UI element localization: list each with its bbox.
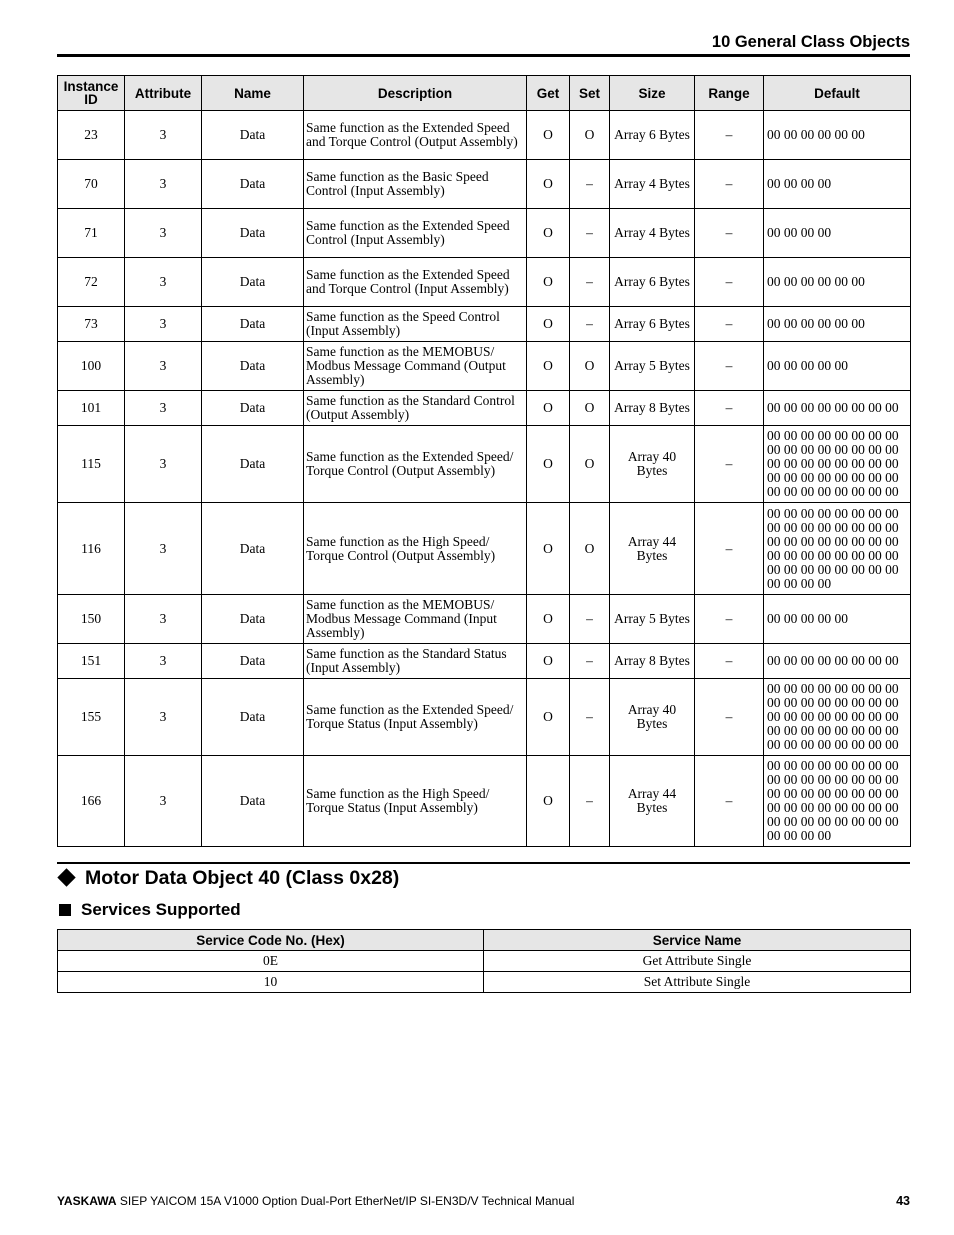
cell-description: Same function as the Speed Control (Input Assembly) <box>304 307 527 342</box>
cell-get: O <box>527 426 570 503</box>
cell-set: – <box>570 756 610 847</box>
cell-instance-id: 23 <box>58 111 125 160</box>
cell-size: Array 6 Bytes <box>610 307 695 342</box>
cell-instance-id: 155 <box>58 679 125 756</box>
cell-description: Same function as the Basic Speed Control (Input Assembly) <box>304 160 527 209</box>
cell-set: – <box>570 644 610 679</box>
diamond-bullet-icon <box>57 869 75 887</box>
cell-service-name: Set Attribute Single <box>484 972 911 993</box>
cell-instance-id: 72 <box>58 258 125 307</box>
cell-name: Data <box>202 258 304 307</box>
cell-get: O <box>527 111 570 160</box>
cell-instance-id: 150 <box>58 595 125 644</box>
cell-description: Same function as the Extended Speed/ Torque Status (Input Assembly) <box>304 679 527 756</box>
cell-description: Same function as the MEMOBUS/ Modbus Message Command (Output Assembly) <box>304 342 527 391</box>
cell-set: O <box>570 391 610 426</box>
cell-set: – <box>570 160 610 209</box>
column-header: Default <box>764 76 911 111</box>
cell-range: – <box>695 756 764 847</box>
cell-attribute: 3 <box>125 679 202 756</box>
services-table <box>57 929 911 993</box>
cell-default: 00 00 00 00 00 00 00 00 <box>764 391 911 426</box>
cell-default: 00 00 00 00 <box>764 209 911 258</box>
cell-attribute: 3 <box>125 426 202 503</box>
cell-default: 00 00 00 00 00 00 <box>764 307 911 342</box>
table-row <box>58 307 911 342</box>
cell-attribute: 3 <box>125 111 202 160</box>
cell-attribute: 3 <box>125 342 202 391</box>
cell-description: Same function as the Extended Speed/ Torque Control (Output Assembly) <box>304 426 527 503</box>
section-title-text: Motor Data Object 40 (Class 0x28) <box>85 867 400 889</box>
cell-get: O <box>527 160 570 209</box>
cell-range: – <box>695 595 764 644</box>
cell-get: O <box>527 644 570 679</box>
column-header: Attribute <box>125 76 202 111</box>
table-row <box>58 426 911 503</box>
cell-get: O <box>527 391 570 426</box>
cell-size: Array 40 Bytes <box>610 426 695 503</box>
cell-attribute: 3 <box>125 756 202 847</box>
instance-attribute-table <box>57 75 911 847</box>
cell-name: Data <box>202 111 304 160</box>
cell-default: 00 00 00 00 00 <box>764 342 911 391</box>
table-row <box>58 756 911 847</box>
cell-range: – <box>695 503 764 595</box>
cell-range: – <box>695 111 764 160</box>
table-row <box>58 342 911 391</box>
cell-size: Array 40 Bytes <box>610 679 695 756</box>
cell-description: Same function as the High Speed/ Torque Status (Input Assembly) <box>304 756 527 847</box>
cell-description: Same function as the MEMOBUS/ Modbus Message Command (Input Assembly) <box>304 595 527 644</box>
cell-description: Same function as the Extended Speed Control (Input Assembly) <box>304 209 527 258</box>
cell-get: O <box>527 756 570 847</box>
cell-service-name: Get Attribute Single <box>484 951 911 972</box>
cell-size: Array 6 Bytes <box>610 258 695 307</box>
table-row <box>58 679 911 756</box>
cell-set: – <box>570 258 610 307</box>
cell-instance-id: 100 <box>58 342 125 391</box>
cell-name: Data <box>202 307 304 342</box>
table-row <box>58 160 911 209</box>
section-rule <box>57 862 910 864</box>
table-row <box>58 258 911 307</box>
cell-set: – <box>570 679 610 756</box>
column-header: Description <box>304 76 527 111</box>
cell-instance-id: 70 <box>58 160 125 209</box>
table-header-row <box>58 76 911 111</box>
cell-name: Data <box>202 426 304 503</box>
cell-instance-id: 101 <box>58 391 125 426</box>
services-header-row <box>58 930 911 951</box>
table-row <box>58 644 911 679</box>
cell-range: – <box>695 426 764 503</box>
cell-range: – <box>695 342 764 391</box>
footer-brand: YASKAWA <box>57 1194 117 1208</box>
cell-range: – <box>695 391 764 426</box>
cell-name: Data <box>202 209 304 258</box>
cell-size: Array 44 Bytes <box>610 503 695 595</box>
cell-range: – <box>695 644 764 679</box>
column-header: Service Code No. (Hex) <box>58 930 484 951</box>
table-row <box>58 503 911 595</box>
cell-size: Array 4 Bytes <box>610 160 695 209</box>
cell-set: O <box>570 426 610 503</box>
subsection-title-text: Services Supported <box>81 900 241 919</box>
cell-default: 00 00 00 00 00 <box>764 595 911 644</box>
cell-default: 00 00 00 00 00 00 00 00 00 00 00 00 00 00 00 00 00 00 00 00 00 00 00 00 00 00 00 00 00 00 00 00 00 00 00 00 00 00 00 00 <box>764 679 911 756</box>
cell-size: Array 8 Bytes <box>610 391 695 426</box>
table-row <box>58 595 911 644</box>
cell-description: Same function as the Standard Control (Output Assembly) <box>304 391 527 426</box>
cell-default: 00 00 00 00 00 00 <box>764 258 911 307</box>
column-header: Get <box>527 76 570 111</box>
cell-description: Same function as the Extended Speed and Torque Control (Input Assembly) <box>304 258 527 307</box>
cell-name: Data <box>202 644 304 679</box>
cell-instance-id: 151 <box>58 644 125 679</box>
cell-attribute: 3 <box>125 160 202 209</box>
cell-get: O <box>527 342 570 391</box>
cell-name: Data <box>202 391 304 426</box>
footer-manual-title <box>57 1194 574 1208</box>
cell-attribute: 3 <box>125 307 202 342</box>
cell-get: O <box>527 258 570 307</box>
cell-attribute: 3 <box>125 595 202 644</box>
column-header: Name <box>202 76 304 111</box>
cell-set: – <box>570 209 610 258</box>
footer-manual-text: SIEP YAICOM 15A V1000 Option Dual-Port EtherNet/IP SI-EN3D/V Technical Manual <box>116 1194 575 1208</box>
cell-instance-id: 73 <box>58 307 125 342</box>
cell-get: O <box>527 209 570 258</box>
cell-name: Data <box>202 679 304 756</box>
cell-set: – <box>570 595 610 644</box>
table-row <box>58 951 911 972</box>
cell-name: Data <box>202 160 304 209</box>
table-row <box>58 972 911 993</box>
column-header: Service Name <box>484 930 911 951</box>
cell-size: Array 6 Bytes <box>610 111 695 160</box>
page-number: 43 <box>896 1194 910 1208</box>
cell-get: O <box>527 307 570 342</box>
cell-get: O <box>527 679 570 756</box>
cell-range: – <box>695 307 764 342</box>
cell-size: Array 5 Bytes <box>610 342 695 391</box>
cell-set: O <box>570 342 610 391</box>
column-header: Range <box>695 76 764 111</box>
cell-set: O <box>570 503 610 595</box>
cell-service-code: 0E <box>58 951 484 972</box>
cell-instance-id: 116 <box>58 503 125 595</box>
cell-size: Array 8 Bytes <box>610 644 695 679</box>
subsection-title <box>57 900 241 920</box>
cell-range: – <box>695 160 764 209</box>
cell-description: Same function as the High Speed/ Torque Control (Output Assembly) <box>304 503 527 595</box>
table-row <box>58 209 911 258</box>
table-row <box>58 111 911 160</box>
cell-default: 00 00 00 00 00 00 <box>764 111 911 160</box>
cell-description: Same function as the Extended Speed and Torque Control (Output Assembly) <box>304 111 527 160</box>
cell-attribute: 3 <box>125 391 202 426</box>
cell-name: Data <box>202 342 304 391</box>
cell-attribute: 3 <box>125 644 202 679</box>
cell-instance-id: 71 <box>58 209 125 258</box>
header-rule <box>57 54 910 57</box>
cell-range: – <box>695 679 764 756</box>
square-bullet-icon <box>59 904 71 916</box>
cell-default: 00 00 00 00 00 00 00 00 00 00 00 00 00 00 00 00 00 00 00 00 00 00 00 00 00 00 00 00 00 00 00 00 00 00 00 00 00 00 00 00 <box>764 426 911 503</box>
cell-size: Array 44 Bytes <box>610 756 695 847</box>
column-header: Size <box>610 76 695 111</box>
cell-service-code: 10 <box>58 972 484 993</box>
cell-range: – <box>695 209 764 258</box>
cell-default: 00 00 00 00 00 00 00 00 <box>764 644 911 679</box>
cell-default: 00 00 00 00 00 00 00 00 00 00 00 00 00 00 00 00 00 00 00 00 00 00 00 00 00 00 00 00 00 00 00 00 00 00 00 00 00 00 00 00 00 00 00 00 <box>764 503 911 595</box>
cell-instance-id: 166 <box>58 756 125 847</box>
cell-set: O <box>570 111 610 160</box>
cell-range: – <box>695 258 764 307</box>
cell-set: – <box>570 307 610 342</box>
column-header: Instance ID <box>58 76 125 111</box>
section-title <box>57 867 399 890</box>
section-header-title: 10 General Class Objects <box>711 33 910 51</box>
cell-size: Array 4 Bytes <box>610 209 695 258</box>
cell-default: 00 00 00 00 00 00 00 00 00 00 00 00 00 00 00 00 00 00 00 00 00 00 00 00 00 00 00 00 00 00 00 00 00 00 00 00 00 00 00 00 00 00 00 00 <box>764 756 911 847</box>
cell-name: Data <box>202 756 304 847</box>
cell-instance-id: 115 <box>58 426 125 503</box>
cell-name: Data <box>202 503 304 595</box>
cell-default: 00 00 00 00 <box>764 160 911 209</box>
cell-attribute: 3 <box>125 209 202 258</box>
cell-get: O <box>527 503 570 595</box>
cell-description: Same function as the Standard Status (Input Assembly) <box>304 644 527 679</box>
cell-attribute: 3 <box>125 258 202 307</box>
table-row <box>58 391 911 426</box>
column-header: Set <box>570 76 610 111</box>
cell-attribute: 3 <box>125 503 202 595</box>
cell-get: O <box>527 595 570 644</box>
cell-name: Data <box>202 595 304 644</box>
cell-size: Array 5 Bytes <box>610 595 695 644</box>
